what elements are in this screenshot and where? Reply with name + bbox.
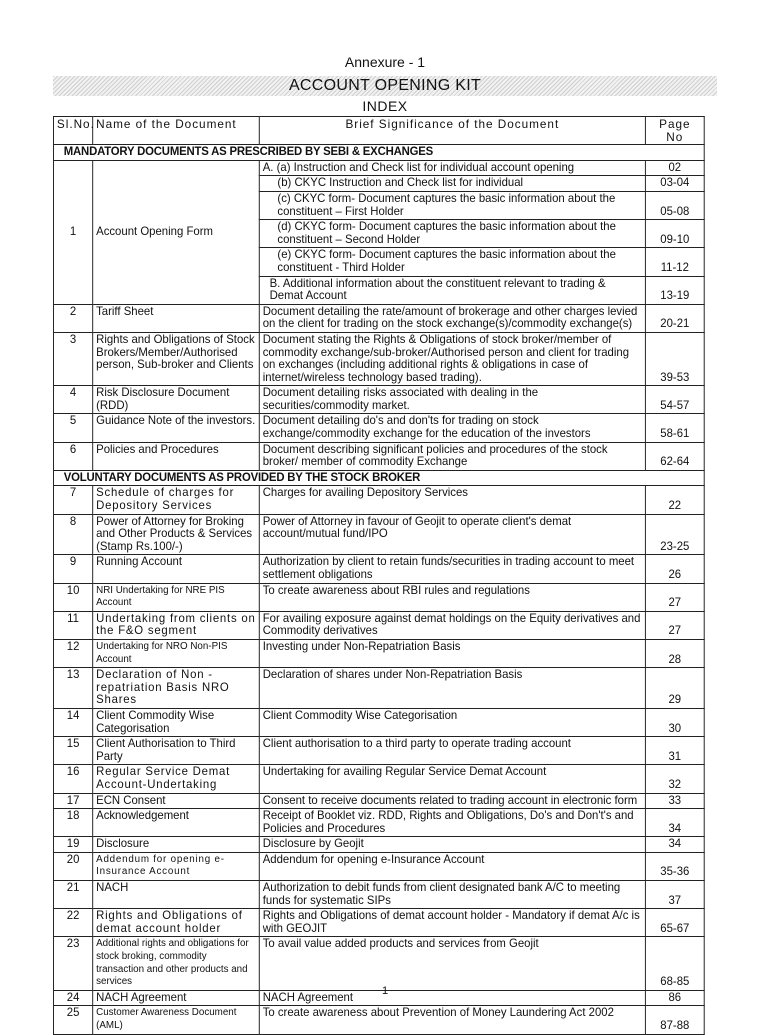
row-description: Investing under Non-Repatriation Basis [259, 639, 645, 667]
row-description: NACH Agreement [259, 990, 645, 1006]
row-sno: 21 [53, 881, 92, 909]
section-row-voluntary [53, 470, 704, 486]
table-row [53, 809, 704, 837]
table-row [53, 414, 704, 442]
row-page: 02 [645, 160, 704, 176]
row-sno: 25 [53, 1006, 92, 1034]
row-sno: 20 [53, 852, 92, 880]
table-row [53, 793, 704, 809]
row-sno: 12 [53, 639, 92, 667]
row-sno: 13 [53, 668, 92, 709]
table-row [53, 1006, 704, 1034]
row-sno: 15 [53, 737, 92, 765]
section-heading: MANDATORY DOCUMENTS AS PRESCRIBED BY SEBI & EXCHANGES [53, 145, 704, 161]
row-document-name: Undertaking for NRO Non-PIS Account [93, 639, 260, 667]
row-page: 03-04 [645, 176, 704, 192]
row-document-name: Client Commodity Wise Categorisation [93, 708, 260, 736]
index-heading: INDEX [362, 98, 408, 114]
row-page: 22 [645, 486, 704, 514]
table-row [53, 611, 704, 639]
row-description: A. (a) Instruction and Check list for individual account opening [259, 160, 645, 176]
row-sno: 5 [53, 414, 92, 442]
table-row [53, 639, 704, 667]
row-sno: 6 [53, 442, 92, 470]
table-row [53, 304, 704, 332]
row-document-name: Undertaking from clients on the F&O segment [93, 611, 260, 639]
row-document-name: Additional rights and obligations for stock broking, commodity transaction and other products and services [93, 937, 260, 990]
row-document-name: Declaration of Non - repatriation Basis NRO Shares [93, 668, 260, 709]
row-sno: 7 [53, 486, 92, 514]
row-sno: 17 [53, 793, 92, 809]
row-page: 31 [645, 737, 704, 765]
row-document-name: Client Authorisation to Third Party [93, 737, 260, 765]
row-document-name: Disclosure [93, 837, 260, 853]
row-document-name: Schedule of charges for Depository Services [93, 486, 260, 514]
col-header-page: Page No [645, 117, 704, 145]
row-document-name: Acknowledgement [93, 809, 260, 837]
row-description: Addendum for opening e-Insurance Account [259, 852, 645, 880]
row-sno: 3 [53, 332, 92, 385]
table-row [53, 442, 704, 470]
table-row [53, 486, 704, 514]
table-row [53, 514, 704, 555]
row-page: 27 [645, 583, 704, 611]
row-page: 37 [645, 881, 704, 909]
row-description: Consent to receive documents related to trading account in electronic form [259, 793, 645, 809]
row-description: Document detailing do's and don'ts for trading on stock exchange/commodity exchange for the education of the investors [259, 414, 645, 442]
row-document-name: NACH [93, 881, 260, 909]
row-sno: 16 [53, 765, 92, 793]
row-document-name: NRI Undertaking for NRE PIS Account [93, 583, 260, 611]
row-document-name: ECN Consent [93, 793, 260, 809]
row-document-name: NACH Agreement [93, 990, 260, 1006]
row-sno: 8 [53, 514, 92, 555]
table-row [53, 765, 704, 793]
table-row [53, 837, 704, 853]
table-row [53, 909, 704, 937]
row-page: 65-67 [645, 909, 704, 937]
row-sno: 18 [53, 809, 92, 837]
section-heading: VOLUNTARY DOCUMENTS AS PROVIDED BY THE STOCK BROKER [53, 470, 704, 486]
row-page: 68-85 [645, 937, 704, 990]
table-row [53, 386, 704, 414]
table-row [53, 583, 704, 611]
row-page: 28 [645, 639, 704, 667]
index-table [53, 116, 705, 1035]
row-page: 23-25 [645, 514, 704, 555]
row-page: 29 [645, 668, 704, 709]
row-document-name: Addendum for opening e-Insurance Account [93, 852, 260, 880]
row-description: (b) CKYC Instruction and Check list for individual [259, 176, 645, 192]
row-sno: 24 [53, 990, 92, 1006]
row-sno: 22 [53, 909, 92, 937]
row-page: 09-10 [645, 220, 704, 248]
row-document-name: Account Opening Form [93, 160, 260, 304]
table-row [53, 668, 704, 709]
section-row-mandatory [53, 145, 704, 161]
row-page: 86 [645, 990, 704, 1006]
row-description: (d) CKYC form- Document captures the basic information about the constituent – Second Holder [259, 220, 645, 248]
row-document-name: Customer Awareness Document (AML) [93, 1006, 260, 1034]
mandatory-rows [53, 304, 704, 470]
table-header-row [53, 117, 704, 145]
row-sno: 9 [53, 555, 92, 583]
row-description: Document detailing the rate/amount of brokerage and other charges levied on the client for trading on the stock exchange(s)/commodity exchange(s) [259, 304, 645, 332]
row-description: Receipt of Booklet viz. RDD, Rights and Obligations, Do's and Don't's and Policies and Procedures [259, 809, 645, 837]
row-page: 34 [645, 837, 704, 853]
col-header-slno: Sl.No. [53, 117, 92, 145]
table-row [53, 160, 704, 176]
row-sno: 19 [53, 837, 92, 853]
row-description: Document detailing risks associated with dealing in the securities/commodity market. [259, 386, 645, 414]
row-document-name: Regular Service Demat Account-Undertaking [93, 765, 260, 793]
row-page: 54-57 [645, 386, 704, 414]
row-page: 05-08 [645, 191, 704, 219]
row-page: 27 [645, 611, 704, 639]
table-row [53, 555, 704, 583]
row-description: Client Commodity Wise Categorisation [259, 708, 645, 736]
row-description: Client authorisation to a third party to operate trading account [259, 737, 645, 765]
table-row [53, 852, 704, 880]
col-header-name: Name of the Document [93, 117, 260, 145]
row-document-name: Guidance Note of the investors. [93, 414, 260, 442]
row-sno: 11 [53, 611, 92, 639]
row-page: 87-88 [645, 1006, 704, 1034]
row-document-name: Tariff Sheet [93, 304, 260, 332]
row-document-name: Rights and Obligations of demat account holder [93, 909, 260, 937]
row-sno: 1 [53, 160, 92, 304]
row-sno: 2 [53, 304, 92, 332]
table-row [53, 881, 704, 909]
row-description: Declaration of shares under Non-Repatriation Basis [259, 668, 645, 709]
row-description: Power of Attorney in favour of Geojit to operate client's demat account/mutual fund/IPO [259, 514, 645, 555]
col-header-significance: Brief Significance of the Document [259, 117, 645, 145]
row-page: 58-61 [645, 414, 704, 442]
table-row [53, 332, 704, 385]
row-sno: 10 [53, 583, 92, 611]
row-description: For availing exposure against demat holdings on the Equity derivatives and Commodity derivatives [259, 611, 645, 639]
row-document-name: Policies and Procedures [93, 442, 260, 470]
row-sno: 14 [53, 708, 92, 736]
row-page: 13-19 [645, 276, 704, 304]
row-description: Authorization by client to retain funds/securities in trading account to meet settlement obligations [259, 555, 645, 583]
voluntary-rows [53, 486, 704, 1034]
row-sno: 4 [53, 386, 92, 414]
row-description: Charges for availing Depository Services [259, 486, 645, 514]
row-page: 35-36 [645, 852, 704, 880]
row-document-name: Risk Disclosure Document (RDD) [93, 386, 260, 414]
row-page: 11-12 [645, 248, 704, 276]
row-description: B. Additional information about the constituent relevant to trading & Demat Account [259, 276, 645, 304]
row-page: 62-64 [645, 442, 704, 470]
row-page: 39-53 [645, 332, 704, 385]
document-title: ACCOUNT OPENING KIT [288, 77, 482, 94]
row-description: (c) CKYC form- Document captures the basic information about the constituent – First Holder [259, 191, 645, 219]
row-document-name: Rights and Obligations of Stock Brokers/Member/Authorised person, Sub-broker and Clients [93, 332, 260, 385]
row-description: Rights and Obligations of demat account holder - Mandatory if demat A/c is with GEOJIT [259, 909, 645, 937]
row-document-name: Power of Attorney for Broking and Other Products & Services (Stamp Rs.100/-) [93, 514, 260, 555]
row-page: 33 [645, 793, 704, 809]
row-description: To create awareness about Prevention of Money Laundering Act 2002 [259, 1006, 645, 1034]
table-row [53, 737, 704, 765]
row-description: Document stating the Rights & Obligations of stock broker/member of commodity exchange/sub-broker/Authorised person and client for trading on exchanges (including additional rights & obligations in case of internet/wireless technology based trading). [259, 332, 645, 385]
row-document-name: Running Account [93, 555, 260, 583]
row-description: (e) CKYC form- Document captures the basic information about the constituent - Third Holder [259, 248, 645, 276]
row-description: To create awareness about RBI rules and regulations [259, 583, 645, 611]
row-description: To avail value added products and services from Geojit [259, 937, 645, 990]
row-page: 34 [645, 809, 704, 837]
row-page: 32 [645, 765, 704, 793]
row-page: 26 [645, 555, 704, 583]
row-description: Document describing significant policies and procedures of the stock broker/ member of commodity Exchange [259, 442, 645, 470]
row-description: Disclosure by Geojit [259, 837, 645, 853]
annexure-label: Annexure - 1 [344, 54, 426, 70]
table-row [53, 708, 704, 736]
row-description: Undertaking for availing Regular Service Demat Account [259, 765, 645, 793]
row-page: 20-21 [645, 304, 704, 332]
page-number: 1 [381, 985, 389, 997]
row-sno: 23 [53, 937, 92, 990]
row-description: Authorization to debit funds from client designated bank A/C to meeting funds for systematic SIPs [259, 881, 645, 909]
table-row [53, 937, 704, 990]
row-page: 30 [645, 708, 704, 736]
